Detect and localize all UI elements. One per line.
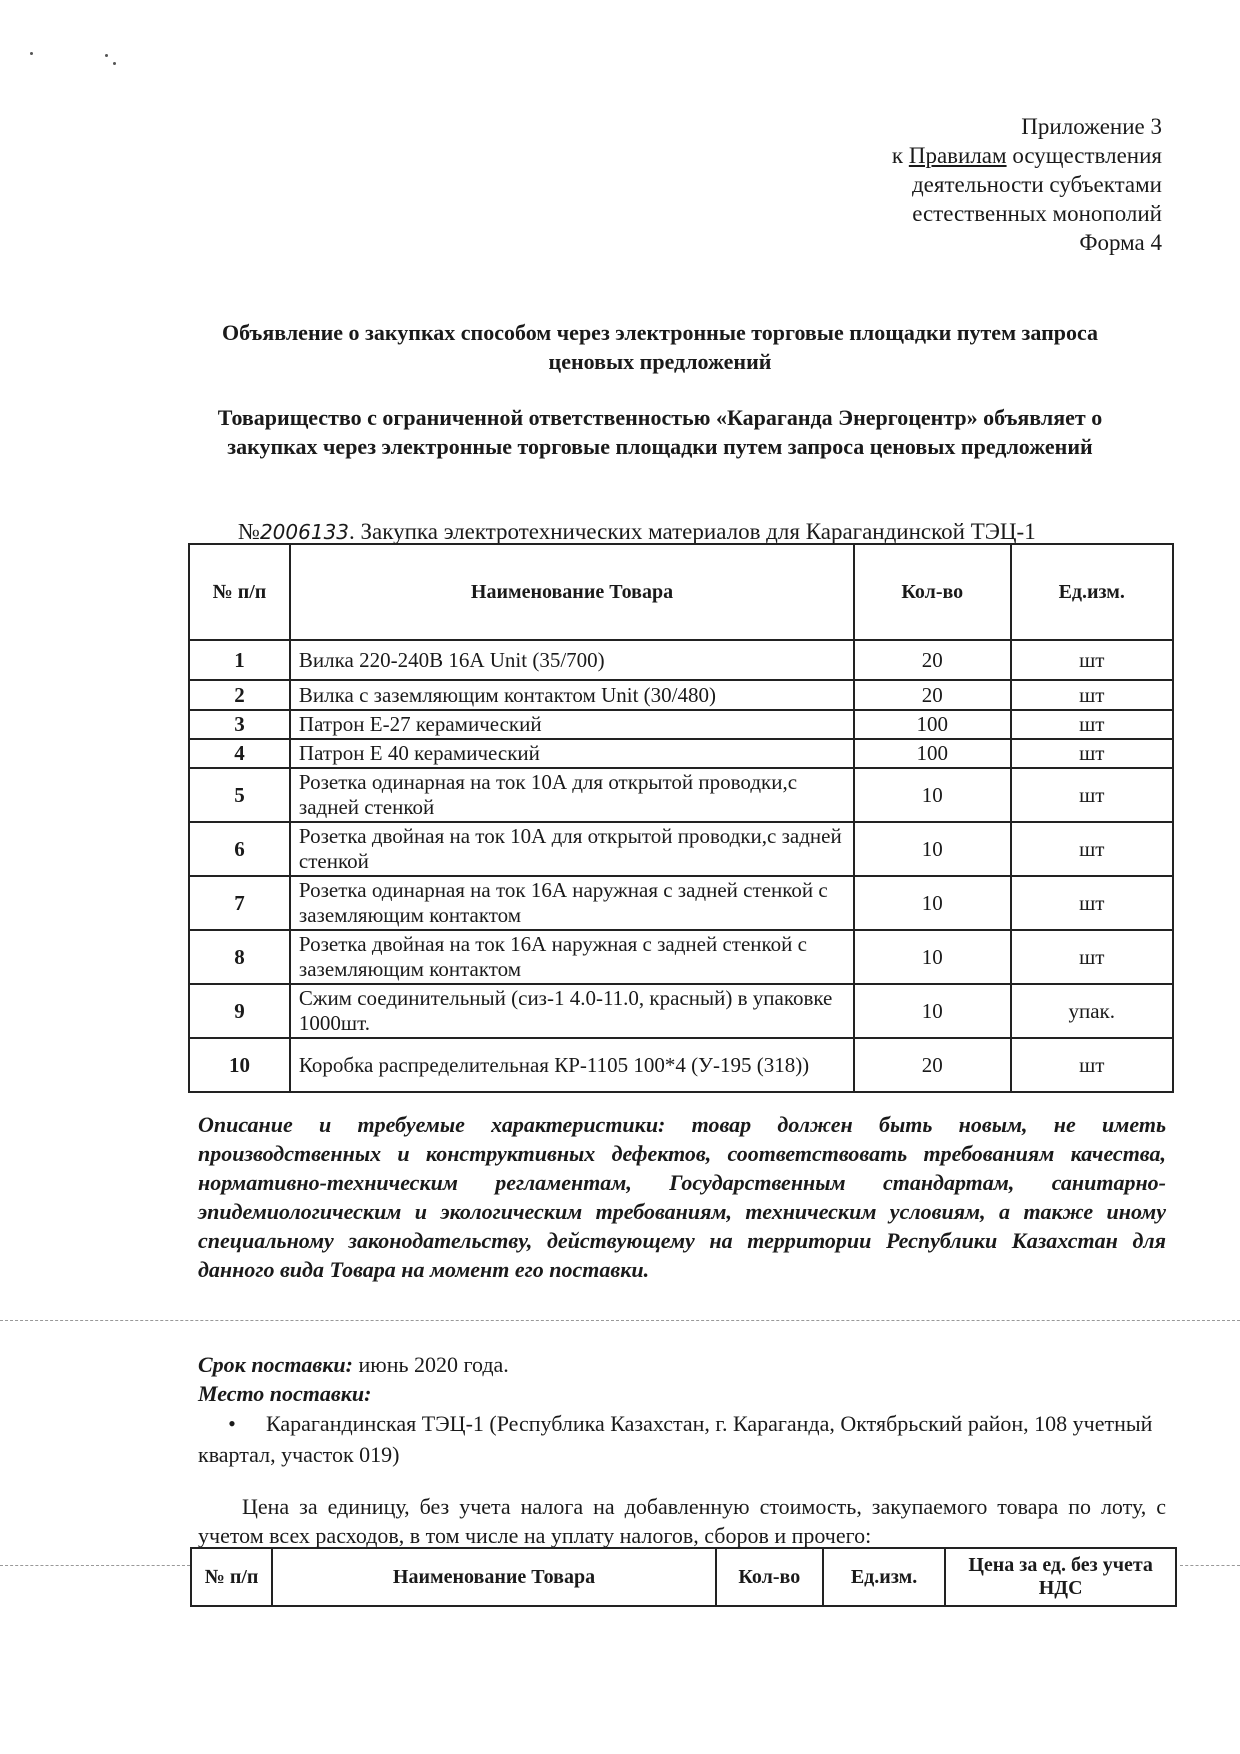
bullet-icon: • — [228, 1411, 236, 1436]
cell-name: Розетка двойная на ток 16А наружная с задней стенкой с заземляющим контактом — [290, 930, 854, 984]
header-unit: Ед.изм. — [823, 1548, 945, 1606]
cell-num: 4 — [189, 739, 290, 768]
appendix-line — [802, 141, 1162, 170]
lot-number-handwritten: 2006133 — [259, 520, 350, 544]
header-qty: Кол-во — [854, 544, 1010, 640]
cell-unit: шт — [1011, 710, 1174, 739]
delivery-block — [198, 1350, 1166, 1408]
cell-qty: 100 — [854, 710, 1010, 739]
cell-unit: шт — [1011, 876, 1174, 930]
delivery-place-value: Карагандинская ТЭЦ-1 (Республика Казахстан, г. Караганда, Октябрьский район, 108 учетный квартал, участок 019) — [198, 1411, 1153, 1467]
cell-name: Сжим соединительный (сиз-1 4.0-11.0, красный) в упаковке 1000шт. — [290, 984, 854, 1038]
lot-title — [238, 519, 1036, 545]
header-qty: Кол-во — [716, 1548, 823, 1606]
requirements-description: Описание и требуемые характеристики: товар должен быть новым, не иметь производственных и конструктивных дефектов, соответствовать требованиям качества, нормативно-техническим регламентам, Государственным стандартам, санитарно-эпидемиологическим и экологическим требованиям, техническим условиям, а также иному специальному законодательству, действующему на территории Республики Казахстан для данного вида Товара на момент его поставки. — [198, 1112, 1166, 1282]
rules-link: Правилам — [908, 143, 1007, 168]
header-unit: Ед.изм. — [1011, 544, 1174, 640]
cell-name: Розетка одинарная на ток 16А наружная с задней стенкой с заземляющим контактом — [290, 876, 854, 930]
cell-num: 6 — [189, 822, 290, 876]
table-row — [189, 930, 1173, 984]
table-header-row — [189, 544, 1173, 640]
appendix-line: естественных монополий — [912, 201, 1162, 226]
scan-speck — [105, 54, 108, 57]
cell-name: Розетка двойная на ток 10А для открытой проводки,с задней стенкой — [290, 822, 854, 876]
header-price: Цена за ед. без учета НДС — [945, 1548, 1176, 1606]
cell-qty: 10 — [854, 984, 1010, 1038]
appendix-line: Приложение 3 — [1021, 114, 1162, 139]
cell-num: 8 — [189, 930, 290, 984]
lot-title-text: . Закупка электротехнических материалов для Карагандинской ТЭЦ-1 — [349, 519, 1036, 544]
announcement-title: Объявление о закупках способом через электронные торговые площадки путем запроса ценовых предложений — [221, 320, 1099, 374]
delivery-place-label: Место поставки: — [198, 1381, 372, 1406]
lot-number-prefix: № — [238, 519, 260, 544]
cell-qty: 20 — [854, 680, 1010, 710]
cell-name: Вилка 220-240В 16А Unit (35/700) — [290, 640, 854, 680]
table-row — [189, 710, 1173, 739]
cell-num: 7 — [189, 876, 290, 930]
cell-unit: шт — [1011, 930, 1174, 984]
cell-num: 10 — [189, 1038, 290, 1092]
cell-num: 3 — [189, 710, 290, 739]
appendix-suffix: осуществления — [1012, 143, 1162, 168]
organizer-statement: Товарищество с ограниченной ответственностью «Караганда Энергоцентр» объявляет о закупках через электронные торговые площадки путем запроса ценовых предложений — [217, 405, 1103, 459]
table-row — [189, 984, 1173, 1038]
cell-unit: шт — [1011, 768, 1174, 822]
cell-name: Патрон Е-27 керамический — [290, 710, 854, 739]
appendix-block — [802, 112, 1162, 257]
cell-name: Патрон Е 40 керамический — [290, 739, 854, 768]
header-num: № п/п — [189, 544, 290, 640]
cell-name: Коробка распределительная КР-1105 100*4 (У-195 (318)) — [290, 1038, 854, 1092]
cell-num: 2 — [189, 680, 290, 710]
cell-qty: 20 — [854, 1038, 1010, 1092]
table-row — [189, 739, 1173, 768]
scan-speck — [30, 52, 33, 55]
price-note: Цена за единицу, без учета налога на добавленную стоимость, закупаемого товара по лоту, с учетом всех расходов, в том числе на уплату налогов, сборов и прочего: — [198, 1494, 1166, 1548]
table-header-row — [191, 1548, 1176, 1606]
table-row — [189, 822, 1173, 876]
scan-speck — [113, 62, 116, 65]
delivery-term — [198, 1350, 1166, 1379]
cell-unit: шт — [1011, 739, 1174, 768]
cell-qty: 10 — [854, 930, 1010, 984]
table-row — [189, 876, 1173, 930]
cell-unit: упак. — [1011, 984, 1174, 1038]
table-row — [189, 640, 1173, 680]
goods-table — [188, 543, 1174, 1093]
cell-unit: шт — [1011, 822, 1174, 876]
cell-unit: шт — [1011, 1038, 1174, 1092]
scan-fold-line — [1180, 1565, 1240, 1566]
cell-num: 9 — [189, 984, 290, 1038]
cell-unit: шт — [1011, 680, 1174, 710]
delivery-place-item — [198, 1408, 1166, 1470]
cell-num: 5 — [189, 768, 290, 822]
cell-qty: 100 — [854, 739, 1010, 768]
cell-name: Розетка одинарная на ток 10А для открытой проводки,с задней стенкой — [290, 768, 854, 822]
price-table — [190, 1547, 1177, 1607]
scan-fold-line — [0, 1320, 1240, 1321]
delivery-term-value: июнь 2020 года. — [352, 1352, 509, 1377]
appendix-line: деятельности субъектами — [911, 172, 1162, 197]
header-num: № п/п — [191, 1548, 272, 1606]
cell-qty: 20 — [854, 640, 1010, 680]
header-name: Наименование Товара — [272, 1548, 716, 1606]
delivery-term-label: Срок поставки: — [198, 1352, 353, 1377]
table-row — [189, 1038, 1173, 1092]
cell-unit: шт — [1011, 640, 1174, 680]
table-row — [189, 680, 1173, 710]
appendix-prefix: к — [891, 143, 904, 168]
cell-qty: 10 — [854, 768, 1010, 822]
cell-name: Вилка с заземляющим контактом Unit (30/480) — [290, 680, 854, 710]
table-row — [189, 768, 1173, 822]
cell-qty: 10 — [854, 876, 1010, 930]
form-number: Форма 4 — [1079, 230, 1162, 255]
cell-num: 1 — [189, 640, 290, 680]
header-name: Наименование Товара — [290, 544, 854, 640]
scan-fold-line — [0, 1565, 190, 1566]
cell-qty: 10 — [854, 822, 1010, 876]
